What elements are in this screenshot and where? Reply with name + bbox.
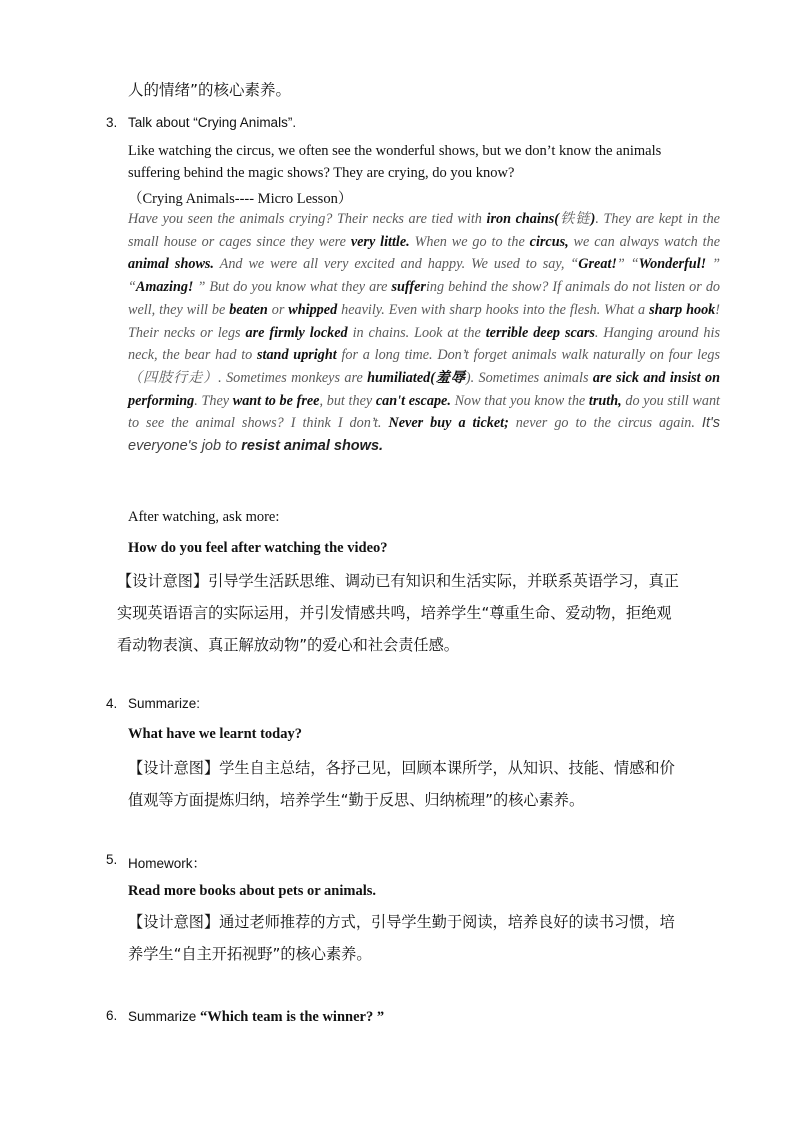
story-segment: ing behind the show? If animals do not listen or do well, they will be: [128, 279, 721, 318]
section-3-number: 3.: [106, 115, 118, 130]
story-segment: can't escape.: [375, 392, 451, 409]
story-segment: are firmly locked: [245, 324, 348, 341]
story-segment: circus,: [529, 233, 569, 250]
section-3-question: How do you feel after watching the video?: [128, 540, 388, 556]
section-6-number: 6.: [106, 1008, 118, 1023]
story-segment: Have you seen the animals crying? Their necks are tied with: [128, 211, 487, 227]
story-segment: we can always watch the: [568, 233, 720, 250]
design-intent-line: 【设计意图】引导学生活跃思维、调动已有知识和生活实际，并联系英语学习，真正: [117, 572, 679, 590]
story-segment: Wonderful!: [638, 256, 707, 273]
story-segment: When we go to the: [409, 233, 530, 250]
story-segment: whipped: [288, 301, 338, 318]
story-segment: do you still want to see the animal shows? I think I don’t.: [128, 392, 720, 432]
story-segment: ): [590, 211, 596, 227]
story-segment: beaten: [229, 301, 268, 318]
story-segment: want to be free: [232, 392, 320, 409]
story-segment: . They are kept in the small house or cages since they were: [128, 211, 720, 250]
story-segment: terrible deep scars: [485, 324, 595, 341]
story-segment: truth,: [588, 392, 622, 409]
micro-lesson-label: （Crying Animals---- Micro Lesson）: [128, 191, 353, 207]
story-segment: ” “: [616, 256, 639, 273]
design-intent-line: 值观等方面提炼归纳，培养学生“勤于反思、归纳梳理”的核心素养。: [128, 791, 585, 809]
design-intent-line: 看动物表演、真正解放动物”的爱心和社会责任感。: [117, 636, 459, 654]
story-segment: Amazing!: [135, 279, 194, 296]
story-segment: . They: [194, 392, 233, 409]
section-5-heading: Homework：: [128, 856, 207, 871]
story-segment: , but they: [319, 392, 376, 409]
story-segment: or: [267, 301, 289, 318]
lead-line-2: suffering behind the magic shows? They are crying, do you know?: [128, 165, 515, 181]
story-segment: 铁链: [558, 211, 591, 227]
design-intent-line: 养学生“自主开拓视野”的核心素养。: [128, 945, 372, 963]
story-segment: are sick and insist on performing: [128, 369, 720, 409]
story-segment: It's everyone's job to: [128, 415, 720, 455]
section-4-design-intent: [128, 752, 675, 816]
intro-tail-text: 人的情绪”的核心素养。: [128, 81, 292, 99]
story-segment: humiliated(羞辱: [367, 369, 466, 386]
section-5-design-intent: [128, 906, 675, 970]
section-5-number: 5.: [106, 852, 118, 867]
story-segment: stand upright: [257, 347, 337, 364]
story-segment: iron chains(: [486, 211, 559, 227]
story-segment: heavily. Even with sharp hooks into the flesh. What a: [337, 301, 650, 318]
crying-animals-story: [128, 208, 720, 458]
story-segment: ” But do you know what they are: [193, 279, 392, 296]
section-5-task: Read more books about pets or animals.: [128, 883, 377, 899]
after-watching-text: After watching, ask more:: [128, 509, 280, 525]
section-6-heading-question: “Which team is the winner? ”: [200, 1009, 385, 1025]
story-segment: Now that you know the: [450, 392, 589, 409]
story-segment: never go to the circus again.: [508, 415, 702, 432]
story-segment: resist animal shows.: [241, 438, 384, 455]
section-6-heading-prefix: Summarize: [128, 1009, 201, 1024]
story-segment: . Hanging around his neck, the bear had to: [128, 324, 720, 364]
story-segment: ): [465, 369, 471, 386]
story-segment: animal shows.: [128, 256, 214, 273]
design-intent-line: 【设计意图】学生自主总结，各抒己见，回顾本课所学，从知识、技能、情感和价: [128, 759, 675, 777]
section-4-question: What have we learnt today?: [128, 726, 302, 742]
lead-line-1: Like watching the circus, we often see the wonderful shows, but we don’t know the animals: [128, 143, 662, 159]
story-segment: sharp hook: [649, 301, 716, 318]
section-3-design-intent: [117, 565, 679, 661]
story-segment: And we were all very excited and happy. We used to say, “: [213, 256, 579, 273]
story-segment: . Sometimes animals: [470, 369, 593, 386]
story-segment: very little.: [350, 233, 410, 250]
story-segment: ! Their necks or legs: [128, 301, 721, 341]
section-4-heading: Summarize:: [128, 696, 201, 711]
story-segment: for a long time. Don’t forget animals walk naturally on four legs（四肢行走）. Sometimes monkeys are: [128, 347, 720, 386]
design-intent-line: 实现英语语言的实际运用，并引发情感共鸣，培养学生“尊重生命、爱动物，拒绝观: [117, 604, 672, 622]
story-segment: suffer: [391, 279, 426, 296]
section-6-heading: [128, 1008, 384, 1026]
story-segment: ” “: [128, 256, 720, 296]
section-3-heading: Talk about “Crying Animals”.: [128, 115, 297, 130]
section-4-number: 4.: [106, 696, 118, 711]
story-segment: in chains. Look at the: [347, 324, 486, 341]
story-segment: Never buy a ticket;: [388, 415, 509, 432]
design-intent-line: 【设计意图】通过老师推荐的方式，引导学生勤于阅读，培养良好的读书习惯，培: [128, 913, 675, 931]
story-segment: Great!: [578, 256, 617, 273]
